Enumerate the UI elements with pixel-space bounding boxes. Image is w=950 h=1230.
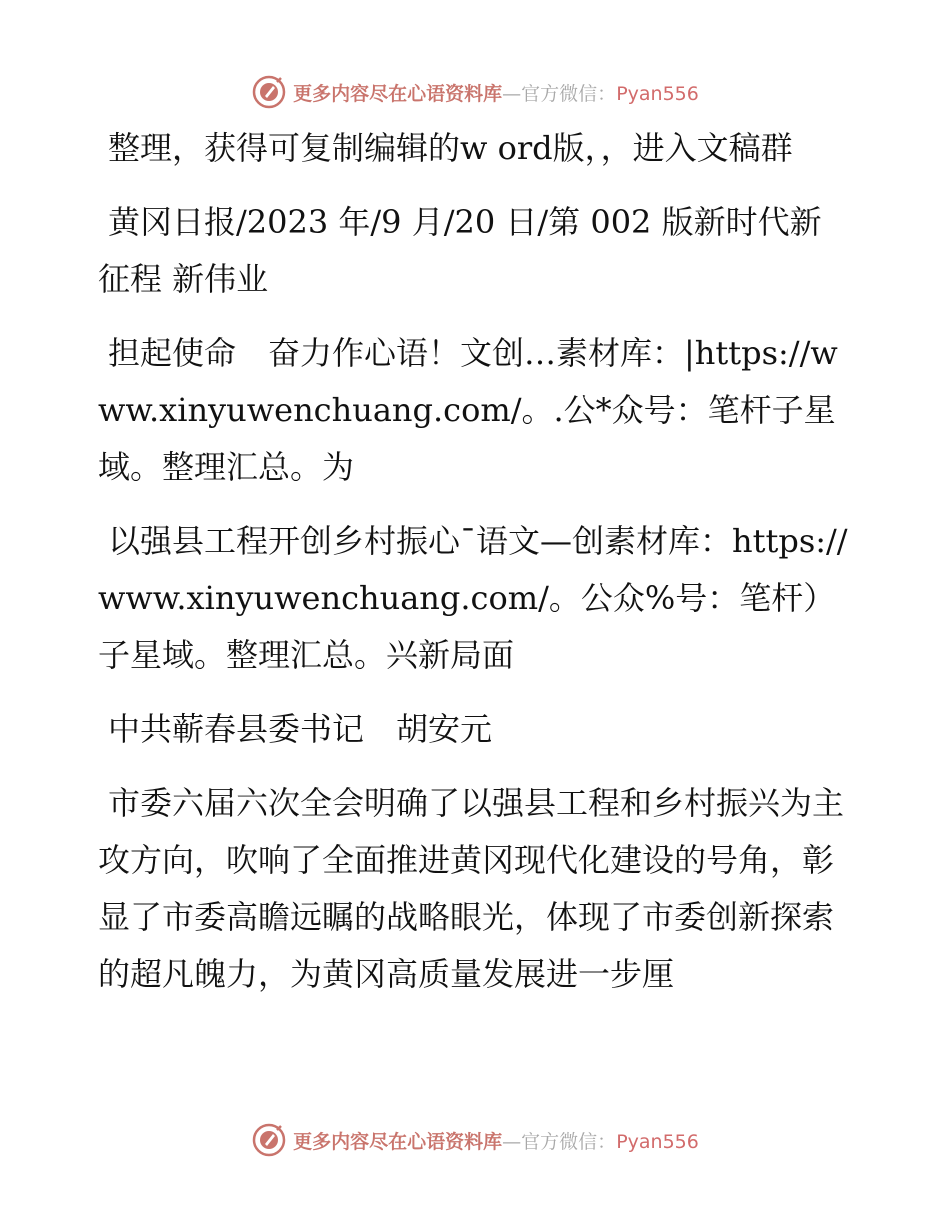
watermark-brand: 更多内容尽在心语资料库 — [293, 1130, 503, 1153]
paragraph-title-2: 以强县工程开创乡村振心¯语文—创素材库：https://www.xinyuwenchuang.com/。公众%号：笔杆）子星域。整理汇总。兴新局面 — [98, 522, 848, 674]
paragraph-intro: 整理，获得可复制编辑的w ord版，，进入文稿群 — [108, 129, 793, 167]
footer-watermark — [0, 1118, 950, 1162]
watermark-wechat-label: 官方微信： — [521, 82, 617, 105]
paragraph-title-1: 担起使命 奋力作心语！文创…素材库：|https://www.xinyuwenchuang.com/。.公*众号：笔杆子星域。整理汇总。为 — [98, 334, 838, 486]
watermark-dash: — — [502, 1130, 522, 1153]
watermark-wechat-label: 官方微信： — [521, 1130, 617, 1153]
pen-nib-logo-icon — [251, 74, 287, 110]
watermark-text — [293, 79, 699, 106]
watermark-dash: — — [502, 82, 522, 105]
document-body — [98, 120, 850, 1020]
watermark-brand: 更多内容尽在心语资料库 — [293, 82, 503, 105]
watermark-wechat-id: Pyan556 — [616, 82, 699, 105]
watermark-wechat-id: Pyan556 — [616, 1130, 699, 1153]
pen-nib-logo-icon — [251, 1122, 287, 1158]
watermark-text — [293, 1127, 699, 1154]
paragraph-author: 中共蕲春县委书记 胡安元 — [108, 710, 493, 748]
header-watermark — [0, 70, 950, 114]
paragraph-source: 黄冈日报/2023 年/9 月/20 日/第 002 版新时代新征程 新伟业 — [98, 203, 822, 298]
paragraph-body: 市委六届六次全会明确了以强县工程和乡村振兴为主攻方向，吹响了全面推进黄冈现代化建设的号角，彰显了市委高瞻远瞩的战略眼光，体现了市委创新探索的超凡魄力，为黄冈高质量发展进一步厘 — [98, 784, 845, 993]
